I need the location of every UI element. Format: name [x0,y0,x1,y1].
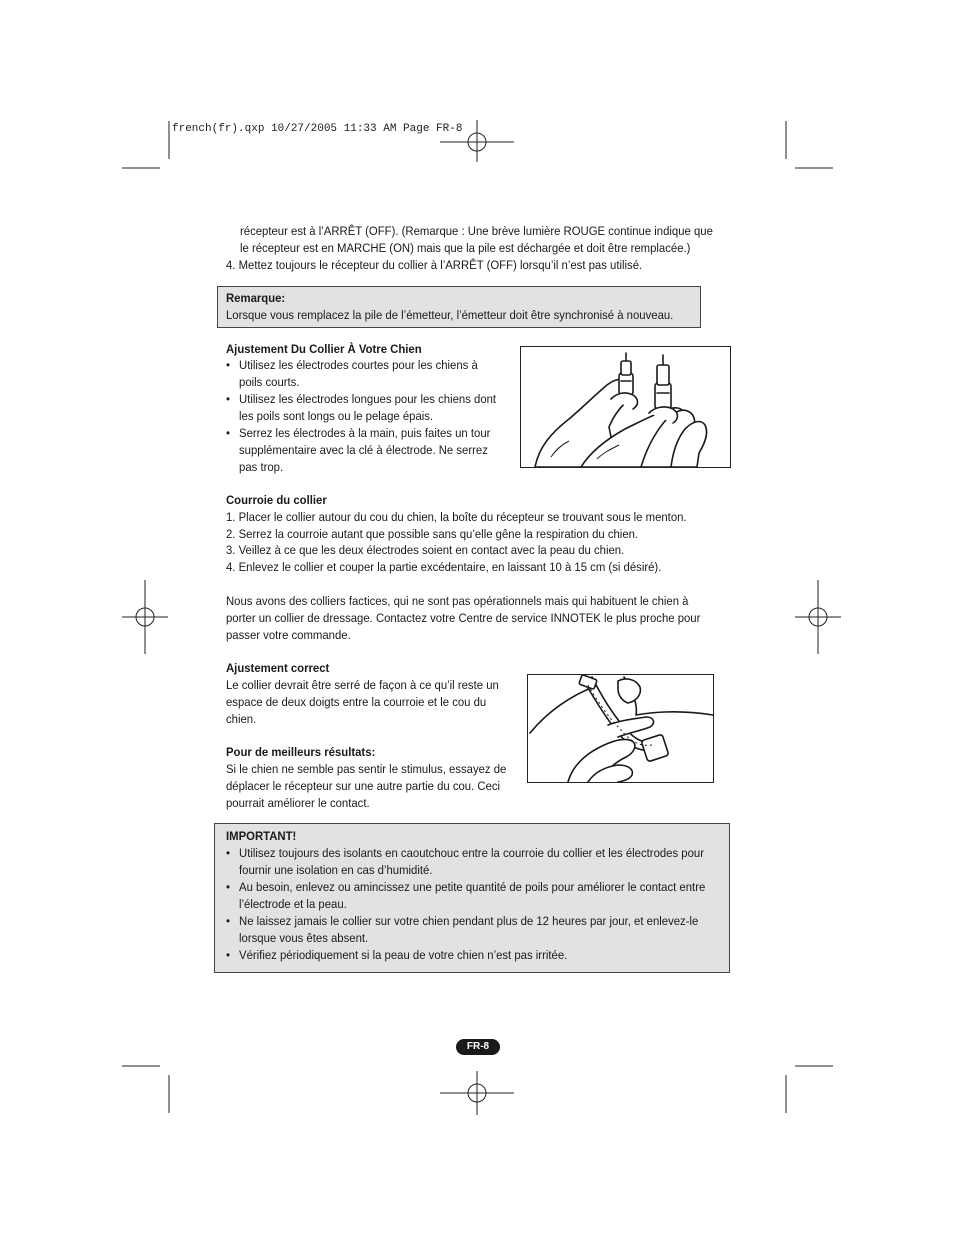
correct-fit-line-3: chien. [226,712,257,726]
strap-item-2: 2. Serrez la courroie autant que possible sans qu’elle gêne la respiration du chien. [226,527,639,541]
best-results-line-1: Si le chien ne semble pas sentir le stimulus, essayez de [226,762,507,776]
important-title: IMPORTANT! [226,829,297,843]
list-item: • Serrez les électrodes à la main, puis faites un tour supplémentaire avec la clé à électrode. Ne serrez pas trop. [226,425,496,476]
intro-line-1: récepteur est à l’ARRÊT (OFF). (Remarque : Une brève lumière ROUGE continue indique que [240,224,713,238]
intro-line-2: le récepteur est en MARCHE (ON) mais que la pile est déchargée et doit être remplacée.) [240,241,691,255]
best-results-line-2: déplacer le récepteur sur une autre partie du cou. Ceci [226,779,501,793]
collar-fit-figure [527,674,714,783]
strap-item-3: 3. Veillez à ce que les deux électrodes soient en contact avec la peau du chien. [226,543,625,557]
strap-item-4: 4. Enlevez le collier et couper la partie excédentaire, en laissant 10 à 15 cm (si désiré). [226,560,662,574]
dummy-line-3: passer votre commande. [226,628,351,642]
strap-heading: Courroie du collier [226,493,327,507]
correct-fit-line-1: Le collier devrait être serré de façon à ce qu’il reste un [226,678,499,692]
dummy-line-2: porter un collier de dressage. Contactez votre Centre de service INNOTEK le plus proche pour [226,611,701,625]
adjust-collar-heading: Ajustement Du Collier À Votre Chien [226,342,422,356]
list-item: • Utilisez les électrodes courtes pour les chiens à poils courts. [226,357,496,391]
note-title: Remarque: [226,291,286,305]
best-results-heading: Pour de meilleurs résultats: [226,745,376,759]
dummy-line-1: Nous avons des colliers factices, qui ne sont pas opérationnels mais qui habituent le chien à [226,594,689,608]
print-slug: french(fr).qxp 10/27/2005 11:33 AM Page FR-8 [172,123,463,135]
list-item: • Ne laissez jamais le collier sur votre chien pendant plus de 12 heures par jour, et enlevez-le lorsque vous êtes absent. [226,913,705,947]
list-item: • Utilisez toujours des isolants en caoutchouc entre la courroie du collier et les électrodes pour fournir une isolation en cas d’humidité. [226,845,705,879]
electrode-hand-figure [520,346,731,468]
two-finger-collar-fit-icon [528,675,713,782]
hand-tightening-electrodes-icon [521,347,730,467]
note-text: Lorsque vous remplacez la pile de l’émetteur, l’émetteur doit être synchronisé à nouveau. [226,308,674,322]
intro-item-4: 4. Mettez toujours le récepteur du collier à l’ARRÊT (OFF) lorsqu’il n’est pas utilisé. [226,258,643,272]
page-number: FR-8 [456,1039,500,1055]
list-item: • Utilisez les électrodes longues pour les chiens dont les poils sont longs ou le pelage épais. [226,391,496,425]
list-item: • Au besoin, enlevez ou amincissez une petite quantité de poils pour améliorer le contact entre l’électrode et la peau. [226,879,705,913]
strap-item-1: 1. Placer le collier autour du cou du chien, la boîte du récepteur se trouvant sous le menton. [226,510,687,524]
adjust-collar-list [226,357,496,476]
list-item: • Vérifiez périodiquement si la peau de votre chien n’est pas irritée. [226,947,705,964]
best-results-line-3: pourrait améliorer le contact. [226,796,370,810]
correct-fit-heading: Ajustement correct [226,661,330,675]
important-list [226,845,705,964]
correct-fit-line-2: espace de deux doigts entre la courroie et le cou du [226,695,487,709]
